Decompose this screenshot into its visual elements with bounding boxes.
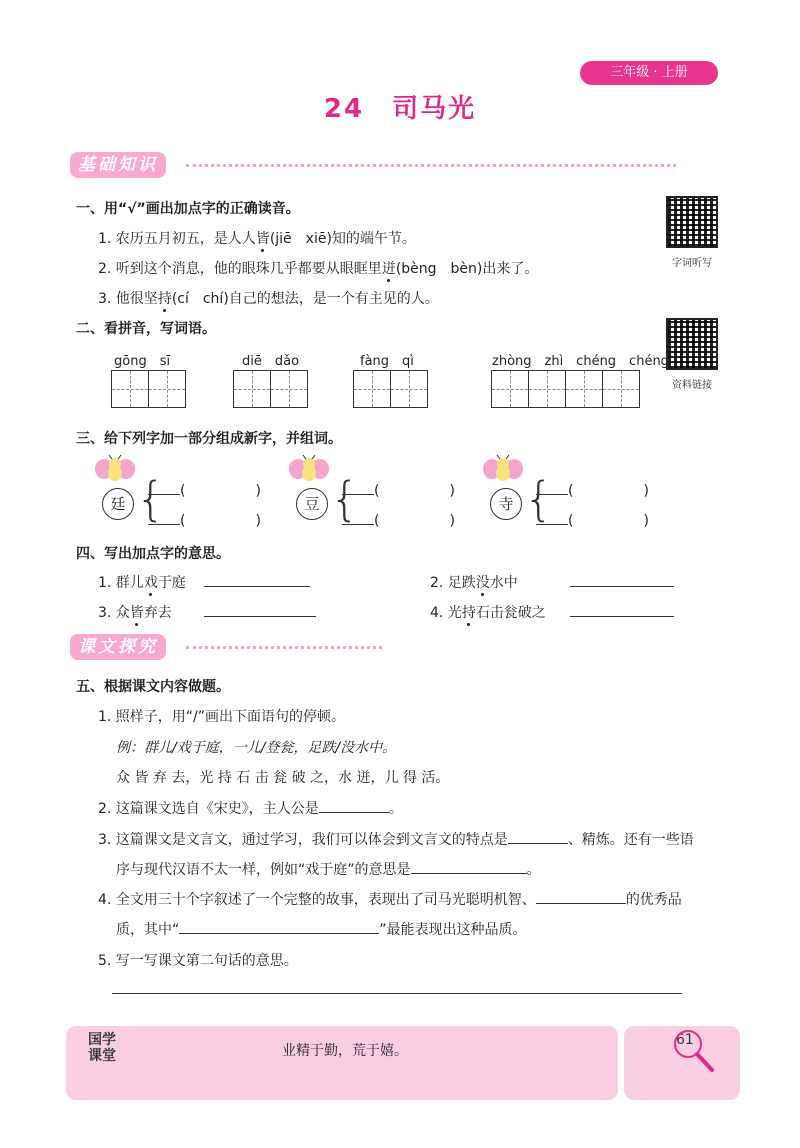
q1-item-1: 1. 农历五月初五，是人人皆(jiē xiē)知的端午节。 [98, 231, 416, 247]
brace-icon: { [524, 472, 554, 526]
grade-tag: 三年级 · 上册 [580, 61, 718, 85]
writing-cell[interactable] [390, 370, 428, 408]
q3-blank-3b[interactable]: ( ) [536, 510, 649, 530]
q4-item-2: 2. 足跌没水中 [430, 575, 518, 591]
qr-caption-dictation: 字词听写 [672, 258, 712, 269]
writing-cell[interactable] [528, 370, 566, 408]
q4-answer-1[interactable] [204, 573, 310, 587]
q3-blank-1a[interactable]: ( ) [148, 480, 261, 500]
qr-code-resources[interactable] [666, 318, 718, 370]
q3-title: 三、给下列字加一部分组成新字，并组词。 [76, 431, 342, 447]
q5-item-4-cont: 质，其中“ ”最能表现出这种品质。 [116, 922, 527, 938]
q5-item-5: 5. 写一写课文第二句话的意思。 [98, 953, 298, 969]
q2-title: 二、看拼音，写词语。 [76, 321, 216, 337]
q5-answer-line[interactable] [112, 993, 682, 994]
section-banner-explore [70, 634, 166, 660]
writing-grid-4 [492, 370, 640, 408]
q4-answer-3[interactable] [204, 603, 316, 617]
butterfly-icon [482, 455, 524, 489]
footer-quote: 业精于勤，荒于嬉。 [282, 1043, 408, 1059]
section-banner-basic [70, 152, 166, 178]
writing-cell[interactable] [233, 370, 271, 408]
q4-answer-2[interactable] [570, 573, 674, 587]
q4-title: 四、写出加点字的意思。 [76, 546, 230, 562]
base-char-2: 豆 [296, 488, 328, 520]
q1-item-2: 2. 听到这个消息，他的眼珠几乎都要从眼眶里迸(bèng bèn)出来了。 [98, 261, 539, 277]
writing-cell[interactable] [491, 370, 529, 408]
q5-blank-meaning[interactable] [411, 860, 527, 874]
section-label-basic: 基础知识 [70, 152, 166, 178]
q3-blank-3a[interactable]: ( ) [536, 480, 649, 500]
q3-blank-2b[interactable]: ( ) [342, 510, 455, 530]
q5-sentence[interactable]: 众 皆 弃 去，光 持 石 击 瓮 破 之，水 迸，儿 得 活。 [116, 770, 450, 786]
writing-grid-1 [112, 370, 186, 408]
q5-blank-feature[interactable] [508, 830, 568, 844]
writing-cell[interactable] [602, 370, 640, 408]
brace-icon: { [330, 472, 360, 526]
q5-blank-quality[interactable] [536, 890, 626, 904]
q5-item-2: 2. 这篇课文选自《宋史》，主人公是 。 [98, 801, 403, 817]
section-divider [186, 164, 676, 168]
q4-answer-4[interactable] [570, 603, 674, 617]
pinyin-2: diē dǎo [242, 354, 300, 369]
q5-item-1: 1. 照样子，用“/”画出下面语句的停顿。 [98, 709, 346, 725]
writing-cell[interactable] [565, 370, 603, 408]
q1-item-3: 3. 他很坚持(cí chí)自己的想法，是一个有主见的人。 [98, 291, 439, 307]
writing-cell[interactable] [270, 370, 308, 408]
q5-item-3-cont: 序与现代汉语不太一样，例如“戏于庭”的意思是 。 [116, 862, 541, 878]
writing-cell[interactable] [353, 370, 391, 408]
pinyin-4: zhòng zhì chéng chéng [492, 354, 669, 369]
writing-cell[interactable] [148, 370, 186, 408]
q4-item-1: 1. 群儿戏于庭 [98, 575, 186, 591]
q5-item-4: 4. 全文用三十个字叙述了一个完整的故事，表现出了司马光聪明机智、 的优秀品 [98, 892, 682, 908]
page-title: 24 司马光 [323, 94, 477, 124]
q5-blank-protagonist[interactable] [319, 799, 389, 813]
section-divider [186, 646, 382, 650]
butterfly-icon [288, 455, 330, 489]
q4-item-4: 4. 光持石击瓮破之 [430, 605, 546, 621]
q5-example: 例：群儿/戏于庭，一儿/登瓮，足跌/没水中。 [116, 740, 397, 756]
footer-panel [66, 1026, 618, 1100]
base-char-1: 廷 [102, 488, 134, 520]
q5-title: 五、根据课文内容做题。 [76, 679, 230, 695]
q5-item-3: 3. 这篇课文是文言文，通过学习，我们可以体会到文言文的特点是 、精炼。还有一些语 [98, 832, 694, 848]
base-char-3: 寺 [490, 488, 522, 520]
q3-blank-2a[interactable]: ( ) [342, 480, 455, 500]
page-number: 61 [676, 1032, 694, 1048]
writing-grid-2 [234, 370, 308, 408]
q4-item-3: 3. 众皆弃去 [98, 605, 172, 621]
qr-caption-resources: 资料链接 [672, 380, 712, 391]
butterfly-icon [94, 455, 136, 489]
brace-icon: { [136, 472, 166, 526]
magnifier-icon [672, 1028, 716, 1074]
writing-cell[interactable] [111, 370, 149, 408]
q3-blank-1b[interactable]: ( ) [148, 510, 261, 530]
q1-title: 一、用“√”画出加点字的正确读音。 [76, 201, 300, 217]
writing-grid-3 [354, 370, 428, 408]
qr-code-dictation[interactable] [666, 196, 718, 248]
pinyin-1: gōng sī [114, 354, 171, 369]
footer-label: 国学 课堂 [88, 1032, 116, 1064]
pinyin-3: fàng qì [360, 354, 414, 369]
q5-blank-quote[interactable] [179, 920, 379, 934]
section-label-explore: 课文探究 [70, 634, 166, 660]
